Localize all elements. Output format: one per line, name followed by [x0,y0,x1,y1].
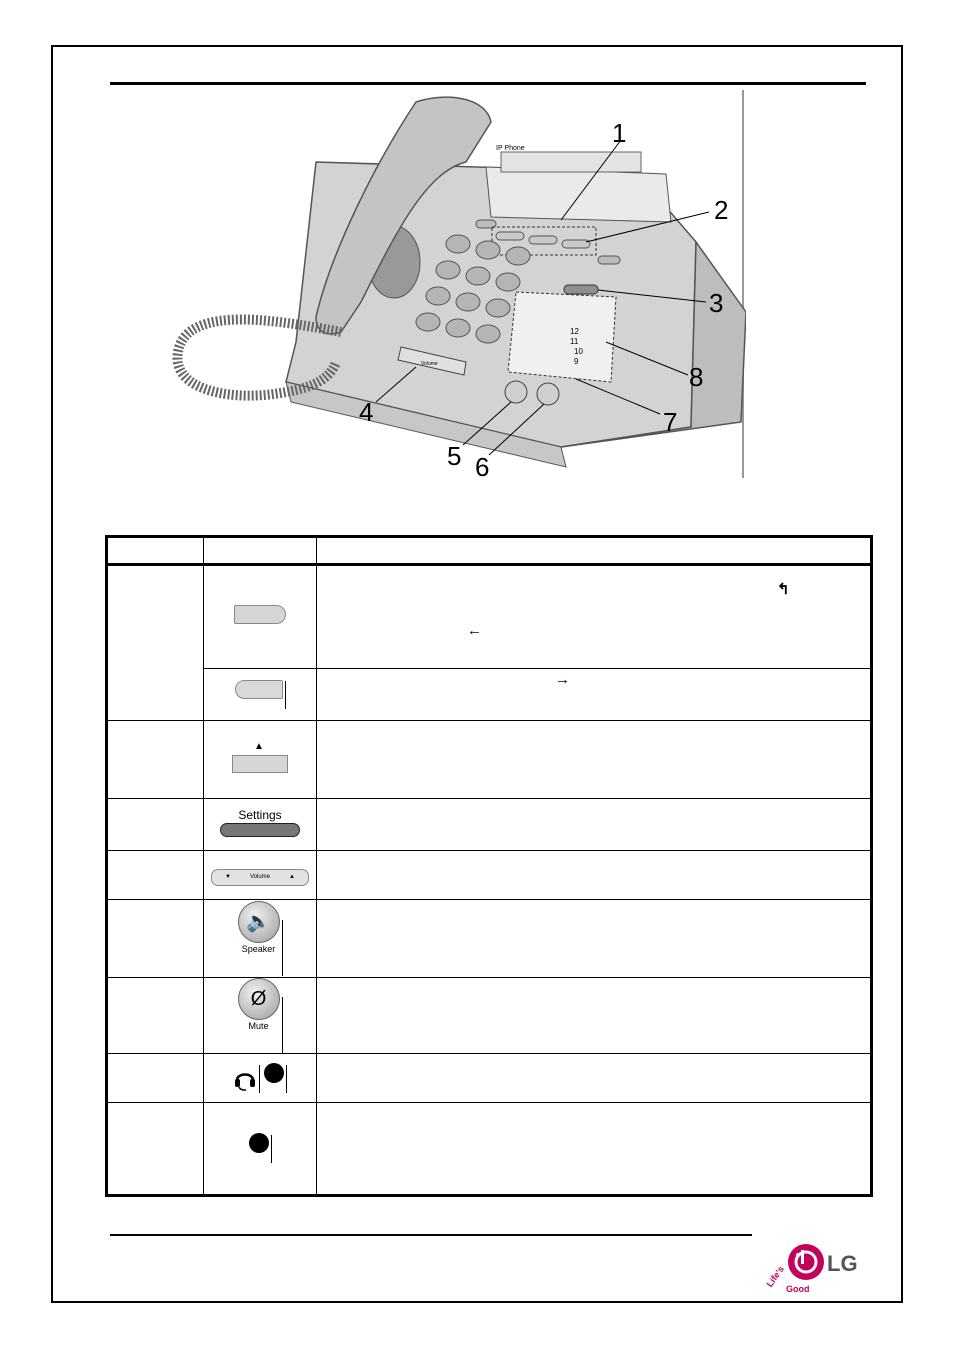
description-cell [317,565,872,669]
table-row [107,565,872,669]
settings-button-icon [220,808,300,842]
volume-up-icon: ▲ [289,873,295,880]
top-rule [110,82,866,85]
callout-6: 6 [475,452,490,482]
icon-cell [204,669,317,721]
row-number-cell [107,721,204,799]
divider-icon [282,920,283,976]
table-header-row [107,537,872,565]
table-row [107,669,872,721]
callout-7: 7 [663,407,678,437]
phone-drawing [166,92,746,482]
flex-number: 10 [574,347,583,356]
flex-number: 11 [570,337,579,346]
table-row [107,721,872,799]
volume-bar-icon [211,869,309,886]
row-number-cell [107,1102,204,1195]
speaker-label: Speaker [241,944,276,955]
divider-icon [285,681,286,709]
volume-label: Volume [249,873,270,880]
row-number-cell [107,978,204,1054]
row-number-cell [107,799,204,851]
icon-cell [204,1102,317,1195]
table-row [107,1053,872,1102]
row-number-cell [107,851,204,900]
icon-cell [204,978,317,1054]
icon-cell [204,1053,317,1102]
divider-icon [271,1135,272,1163]
speaker-icon: 🔈 [238,901,280,943]
divider-icon [259,1065,260,1093]
volume-down-icon: ▼ [225,873,231,880]
divider-icon [286,1065,287,1093]
phone-illustration [166,92,746,482]
speaker-button-icon [238,901,280,954]
key-table [105,535,873,1197]
soft-key-left-icon [235,680,283,699]
table-row [107,1102,872,1195]
lg-wordmark: LG [827,1251,858,1276]
mute-microphone-icon: Ø [238,978,280,1020]
description-cell [317,1102,872,1195]
callout-4: 4 [359,397,374,427]
description-cell [317,851,872,900]
table-row [107,978,872,1054]
description-cell [317,1053,872,1102]
settings-label: Settings [238,807,282,822]
volume-text: Volume [421,361,438,367]
icon-cell [204,721,317,799]
row-number-cell [107,900,204,978]
led-icon [249,1133,269,1153]
description-cell [317,721,872,799]
mute-button-icon [238,978,280,1031]
table-row [107,851,872,900]
icon-cell [204,565,317,669]
flex-number: 9 [574,357,579,366]
callout-3: 3 [709,288,724,318]
logo-slogan-good: Good [786,1284,810,1294]
mute-label: Mute [248,1021,269,1031]
header-cell [107,537,204,565]
description-cell [317,669,872,721]
header-cell [317,537,872,565]
table-row [107,799,872,851]
row-number-cell [107,1053,204,1102]
right-arrow-icon: → [555,671,570,688]
headset-led-icon [264,1063,284,1083]
up-arrow-icon: ↰ [777,581,790,598]
logo-slogan: Life's [764,1264,786,1289]
table-row [107,900,872,978]
headset-icon [233,1066,257,1092]
callout-2: 2 [714,195,729,225]
callout-1: 1 [612,118,627,148]
triangle-up-icon: ▲ [254,741,264,752]
callout-5: 5 [447,441,462,471]
row-number-cell [107,565,204,721]
lg-logo [764,1240,868,1296]
bottom-rule [110,1234,752,1236]
description-cell [317,978,872,1054]
flex-number: 12 [570,327,579,336]
description-cell [317,799,872,851]
soft-key-right-icon [234,605,286,624]
left-arrow-icon: ← [467,622,482,639]
header-cell [204,537,317,565]
icon-cell [204,799,317,851]
icon-cell [204,900,317,978]
brand-text: IP Phone [496,145,525,152]
icon-cell [204,851,317,900]
divider-icon [282,997,283,1053]
callout-8: 8 [689,362,704,392]
lg-logo-icon [764,1240,868,1296]
description-cell [317,900,872,978]
fixed-key-icon [232,741,288,778]
